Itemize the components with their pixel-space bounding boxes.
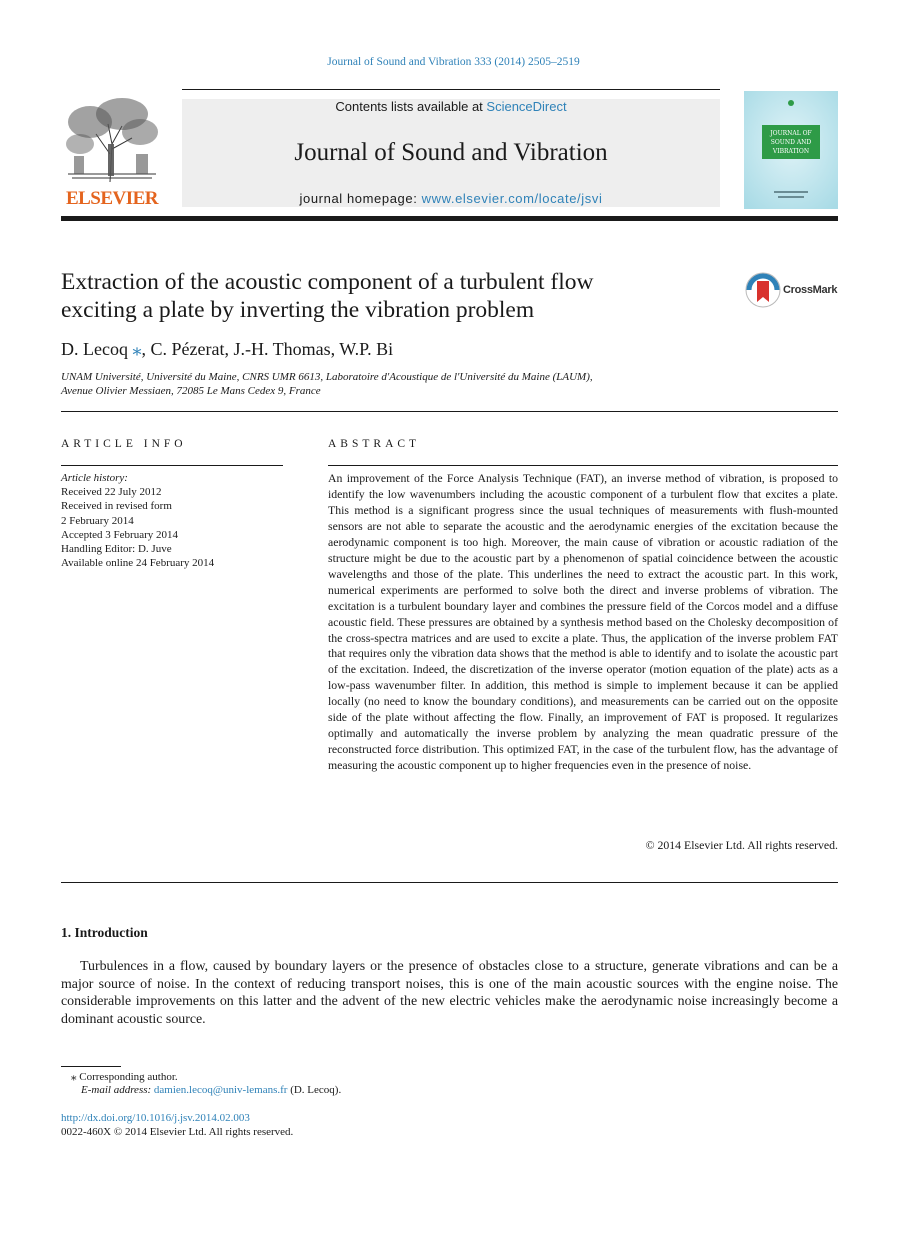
email-suffix: (D. Lecoq).	[287, 1084, 342, 1096]
sciencedirect-link[interactable]: ScienceDirect	[486, 99, 567, 114]
cover-title-line-1: JOURNAL OF	[770, 130, 812, 137]
journal-cover-icon	[744, 91, 838, 209]
elsevier-logo	[60, 94, 164, 210]
author-affiliation	[61, 370, 701, 398]
history-item: 2 February 2014	[61, 514, 134, 527]
affiliation-line-1: UNAM Université, Université du Maine, CNRS UMR 6613, Laboratoire d'Acoustique de l'Université du Maine (LAUM),	[61, 371, 593, 383]
introduction-paragraph: Turbulences in a flow, caused by boundary layers or the presence of obstacles close to a structure, generate vibrations and can be a major source of noise. In the context of reducing transport noises, this is one of the main acoustic sources with the engine noise. The considerable improvements on this latter and the advent of the new electric vehicles make the aerodynamic noise increasingly become a dominant acoustic source.	[61, 959, 838, 1028]
history-item: Available online 24 February 2014	[61, 557, 215, 570]
homepage-line	[182, 191, 720, 206]
abstract-rule	[328, 465, 838, 466]
issn-copyright: 0022-460X © 2014 Elsevier Ltd. All rights reserved.	[61, 1126, 294, 1138]
article-info-heading: ARTICLE INFO	[61, 438, 187, 450]
history-item: Received 22 July 2012	[61, 486, 162, 499]
history-item: Received in revised form	[61, 500, 172, 513]
header-thick-rule	[61, 216, 838, 221]
journal-title: Journal of Sound and Vibration	[294, 139, 608, 166]
email-label: E-mail address:	[81, 1084, 154, 1096]
elsevier-tree-icon	[60, 94, 164, 186]
footnote-rule	[61, 1066, 121, 1067]
crossmark-button[interactable]	[745, 272, 845, 308]
journal-citation-link[interactable]: Journal of Sound and Vibration 333 (2014) 2505–2519	[327, 56, 580, 68]
history-item: Handling Editor: D. Juve	[61, 543, 172, 556]
email-footnote	[81, 1084, 341, 1096]
article-title-line-1: Extraction of the acoustic component of a turbulent flow	[61, 269, 594, 295]
article-history	[61, 471, 283, 570]
cover-title-line-2: SOUND AND	[770, 139, 812, 146]
introduction-heading: 1. Introduction	[61, 925, 148, 940]
doi-link[interactable]: http://dx.doi.org/10.1016/j.jsv.2014.02.003	[61, 1112, 250, 1124]
corresponding-author-marker[interactable]: ⁎	[132, 339, 142, 359]
author-list	[61, 339, 393, 360]
article-title-line-2: exciting a plate by inverting the vibration problem	[61, 297, 535, 323]
elsevier-wordmark: ELSEVIER	[65, 188, 159, 209]
journal-cover-image	[744, 91, 838, 209]
author-email-link[interactable]: damien.lecoq@univ-lemans.fr	[153, 1084, 288, 1096]
author-first[interactable]: D. Lecoq	[61, 339, 128, 359]
abstract-text: An improvement of the Force Analysis Technique (FAT), an inverse method of vibration, is proposed to identify the low wavenumbers including the acoustic component of a turbulent flow that excites a plate. This method is a significant progress since the usual techniques of measurements with flush-mounted sensors are not able to separate the acoustic and the aerodynamic energies of the excitation because the aerodynamic component is too high. Moreover, the main cause of vibration or acoustic radiation of the structure might be due to the acoustic part by a phenomenon of spatial coincidence between the acoustic wavelengths and those of the plate. This underlines the need to extract the acoustic part. In this work, numerical experiments are performed to solve both the direct and inverse problems of vibration. The excitation is a turbulent boundary layer and combines the pressure field of the Corcos model and a diffuse acoustic field. These pressures are obtained by a synthesis method based on the Cholesky decomposition of the cross-spectra matrices and are used to excite a plate. Thus, the application of the inverse problem FAT that requires only the vibration data shows that the method is able to identify and to isolate the acoustic part of the excitation. Indeed, the discretization of the inverse operator (motion equation of the plate) acts as a low-pass wavenumber filter. In addition, this method is simple to implement because it can be applied locally (no need to know the boundary conditions), and measurements can be carried out on the opposite side of the plate without affecting the flow. Finally, an improvement of FAT is proposed. It regularizes optimally and automatically the inverse problem by analyzing the mean quadratic pressure of the reconstructed force distribution. This optimized FAT, in the case of the turbulent flow, has the advantage of measuring the acoustic component up to higher frequencies even in the presence of noise.	[328, 471, 838, 773]
section-divider	[61, 882, 838, 883]
abstract-heading: ABSTRACT	[328, 438, 421, 450]
crossmark-icon	[745, 272, 781, 308]
corresponding-author-note: ⁎ Corresponding author.	[71, 1071, 178, 1083]
cover-title-line-3: VIBRATION	[772, 148, 810, 155]
history-item: Accepted 3 February 2014	[61, 528, 178, 541]
contents-line	[182, 99, 720, 114]
affiliation-line-2: Avenue Olivier Messiaen, 72085 Le Mans Cedex 9, France	[61, 385, 321, 397]
section-divider	[61, 411, 838, 412]
header-top-rule	[182, 89, 720, 90]
crossmark-label: CrossMark	[783, 284, 838, 296]
journal-homepage-link[interactable]: www.elsevier.com/locate/jsvi	[421, 191, 603, 206]
article-info-rule	[61, 465, 283, 466]
abstract-copyright: © 2014 Elsevier Ltd. All rights reserved.	[645, 838, 838, 852]
homepage-prefix: journal homepage:	[299, 191, 422, 206]
contents-prefix: Contents lists available at	[335, 99, 487, 114]
author-others: , C. Pézerat, J.-H. Thomas, W.P. Bi	[141, 339, 394, 359]
article-title	[61, 268, 721, 324]
journal-header-box	[182, 99, 720, 207]
article-history-label: Article history:	[61, 472, 128, 484]
